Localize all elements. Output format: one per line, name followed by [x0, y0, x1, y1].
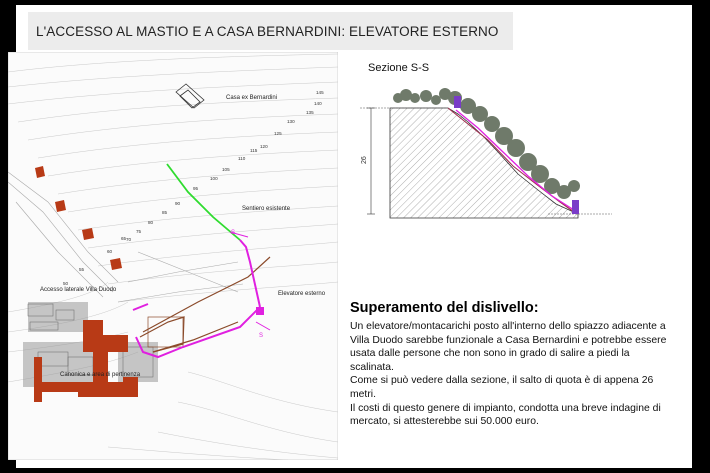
contour-label: 115 [250, 148, 258, 153]
height-label: 26 [361, 156, 368, 164]
contour-label: 100 [210, 176, 218, 181]
contour-label: 110 [238, 156, 246, 161]
description-heading: Superamento del dislivello: [350, 300, 539, 316]
section-title: Sezione S-S [368, 62, 430, 74]
building [82, 228, 94, 240]
section-drawing [338, 78, 616, 226]
contour-label: 145 [316, 90, 324, 95]
contour-label: 55 [79, 267, 85, 272]
label-elevatore-esterno: Elevatore esterno [278, 291, 326, 297]
terrain-section [390, 108, 578, 218]
contour-label: 120 [260, 144, 268, 149]
site-plan-map [8, 52, 338, 460]
section-mark-bottom: S [259, 333, 264, 339]
contour-label: 75 [136, 229, 142, 234]
page-title: L'ACCESSO AL MASTIO E A CASA BERNARDINI: ELEVATORE ESTERNO [36, 24, 499, 39]
contour-label: 60 [107, 249, 113, 254]
contour-label: 50 [63, 281, 69, 286]
contour-label: 140 [314, 101, 322, 106]
building [110, 258, 122, 270]
contour-label: 135 [306, 110, 314, 115]
description-paragraph: Il costi di questo genere di impianto, condotta una breve indagine di mercato, si attesterebbe sui 50.000 euro. [350, 402, 661, 428]
building [42, 382, 78, 392]
description-paragraph: Come si può vedere dalla sezione, il salto di quota è di appena 26 metri. [350, 375, 654, 400]
building [123, 377, 138, 397]
label-sentiero-esistente: Sentiero esistente [242, 206, 291, 212]
section-mark-top: S [231, 230, 236, 236]
contour-label: 65 [121, 236, 127, 241]
contour-label: 95 [193, 186, 199, 191]
contour-label: 130 [287, 119, 295, 124]
section-bottom-marker [572, 200, 579, 214]
contour-label: 85 [162, 210, 168, 215]
building [34, 357, 42, 402]
label-accesso-laterale: Accesso laterale Villa Duodo [40, 287, 117, 293]
elevator-marker [256, 307, 264, 315]
description-paragraph: Un elevatore/montacarichi posto all'interno dello spiazzo adiacente a Villa Duodo sarebbe funzionale a Casa Bernardini e potrebbe essere usata dalle persone che non sono in grado di salire a piedi la scalinata. [350, 321, 667, 373]
building [55, 200, 66, 212]
contour-label: 80 [148, 220, 154, 225]
contour-label: 105 [222, 167, 230, 172]
label-casa-ex-bernardini: Casa ex Bernardini [226, 95, 278, 101]
contour-label: 70 [126, 237, 132, 242]
label-canonica: Canonica e area di pertinenza [60, 372, 141, 378]
contour-label: 90 [175, 201, 181, 206]
description-body [350, 320, 670, 429]
section-top-marker [454, 96, 461, 108]
contour-label: 125 [274, 131, 282, 136]
